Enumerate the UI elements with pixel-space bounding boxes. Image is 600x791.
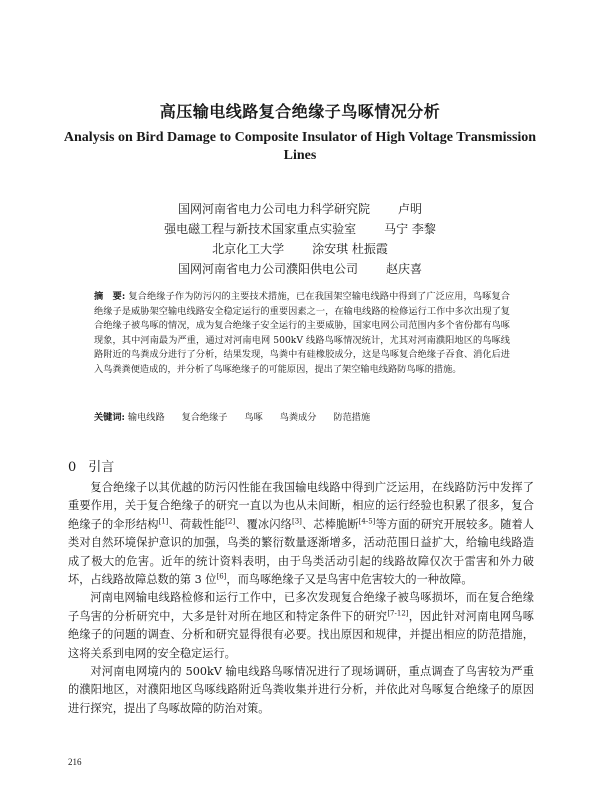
paragraph-text: 复合绝缘子以其优越的防污闪性能在我国输电线路中得到广泛运用，在线路防污中发挥了重要作用，关于复合绝缘子的研究一直以为也从未间断，相应的运行经验也积累了很多，复合绝缘子的伞形结构 — [68, 481, 534, 531]
paragraph-text: 、覆冰闪络 — [235, 517, 292, 531]
page-number: 216 — [68, 757, 82, 767]
citation: [1] — [158, 517, 169, 526]
author-names: 卢明 — [398, 202, 423, 216]
keywords-label: 关键词: — [94, 412, 125, 423]
keyword: 鸟啄 — [244, 412, 263, 423]
abstract — [94, 290, 510, 378]
keyword: 输电线路 — [127, 412, 165, 423]
author-line — [0, 219, 600, 239]
paragraph-text: 河南电网输电线路检修和运行工作中，已多次发现复合绝缘子被鸟啄损坏，而在复合绝缘子鸟害的分析研究中，大多是针对所在地区和特定条件下的研究 — [68, 591, 534, 623]
section-number: 0 — [68, 460, 77, 475]
author-names: 赵庆喜 — [386, 262, 423, 276]
section-title: 引言 — [88, 460, 115, 475]
keyword: 鸟粪成分 — [279, 412, 317, 423]
english-title: Analysis on Bird Damage to Composite Insulator of High Voltage Transmission Lines — [63, 130, 537, 163]
paragraph-text: 、荷载性能 — [168, 517, 226, 531]
body-paragraph — [68, 663, 534, 718]
author-block — [0, 199, 600, 279]
citation: [7-12] — [387, 609, 409, 618]
abstract-text: 复合绝缘子作为防污闪的主要技术措施，已在我国架空输电线路中得到了广泛应用，鸟啄复合绝缘子是威胁架空输电线路安全稳定运行的重要因素之一，在输电线路的检修运行工作中多次出现了复合绝缘子被鸟啄的情况，成为复合绝缘子安全运行的主要威胁，国家电网公司范围内多个省份都有鸟啄现象，其中河南最为严重，通过对河南电网 500kV 线路鸟啄情况统计，尤其对河南濮阳地区的鸟啄线路附近的鸟粪成分进行了分析，结果发现，鸟粪中有硅橡胶成分，这是鸟啄复合绝缘子吞食、消化后进入鸟粪粪便造成的，并分析了鸟啄绝缘子的可能原因，提出了架空输电线路防鸟啄的措施。 — [94, 291, 510, 375]
keywords — [94, 411, 510, 425]
body-paragraph — [68, 589, 534, 663]
section-heading — [68, 456, 114, 475]
citation: [4-5] — [358, 517, 376, 526]
keyword: 复合绝缘子 — [181, 412, 228, 423]
paragraph-text: ，因此针对河南电网鸟啄绝缘子的问题的调查、分析和研究显得很有必要。找出原因和规律，并提出相应的防范措施，这将关系到电网的安全稳定运行。 — [68, 609, 534, 660]
author-line — [0, 239, 600, 259]
body-text — [68, 479, 534, 718]
author-affiliation: 国网河南省电力公司濮阳供电公司 — [177, 262, 358, 276]
paragraph-text: ，而鸟啄绝缘子又是鸟害中危害较大的一种故障。 — [226, 573, 473, 587]
paragraph-text: 对河南电网境内的 500kV 输电线路鸟啄情况进行了现场调研，重点调查了鸟害较为严重的濮阳地区，对濮阳地区鸟啄线路附近鸟粪收集并进行分析，并依此对鸟啄复合绝缘子的原因进行探究，提出了鸟啄故障的防治对策。 — [68, 665, 534, 715]
author-affiliation: 北京化工大学 — [212, 242, 285, 256]
abstract-label: 摘 要: — [94, 291, 126, 302]
paragraph-text: 、芯棒脆断 — [301, 517, 359, 531]
author-names: 马宁 李黎 — [384, 222, 436, 236]
author-line — [0, 259, 600, 279]
author-affiliation: 国网河南省电力公司电力科学研究院 — [177, 202, 370, 216]
citation: [6] — [216, 572, 227, 581]
author-affiliation: 强电磁工程与新技术国家重点实验室 — [164, 222, 357, 236]
author-names: 涂安琪 杜振霞 — [312, 242, 388, 256]
citation: [3] — [291, 517, 302, 526]
body-paragraph — [68, 479, 534, 589]
author-line — [0, 199, 600, 219]
chinese-title: 高压输电线路复合绝缘子鸟啄情况分析 — [159, 102, 441, 121]
keyword: 防范措施 — [333, 412, 371, 423]
paragraph-text: 等方面的研究开展较多。随着人类对自然环境保护意识的加强，鸟类的繁衍数量逐渐增多，活动范围日益扩大，给输电线路造成了极大的危害。近年的统计资料表明，由于鸟类活动引起的线路故障仅次于雷害和外力破坏，占线路故障总数的第 3 位 — [68, 517, 534, 587]
citation: [2] — [225, 517, 236, 526]
